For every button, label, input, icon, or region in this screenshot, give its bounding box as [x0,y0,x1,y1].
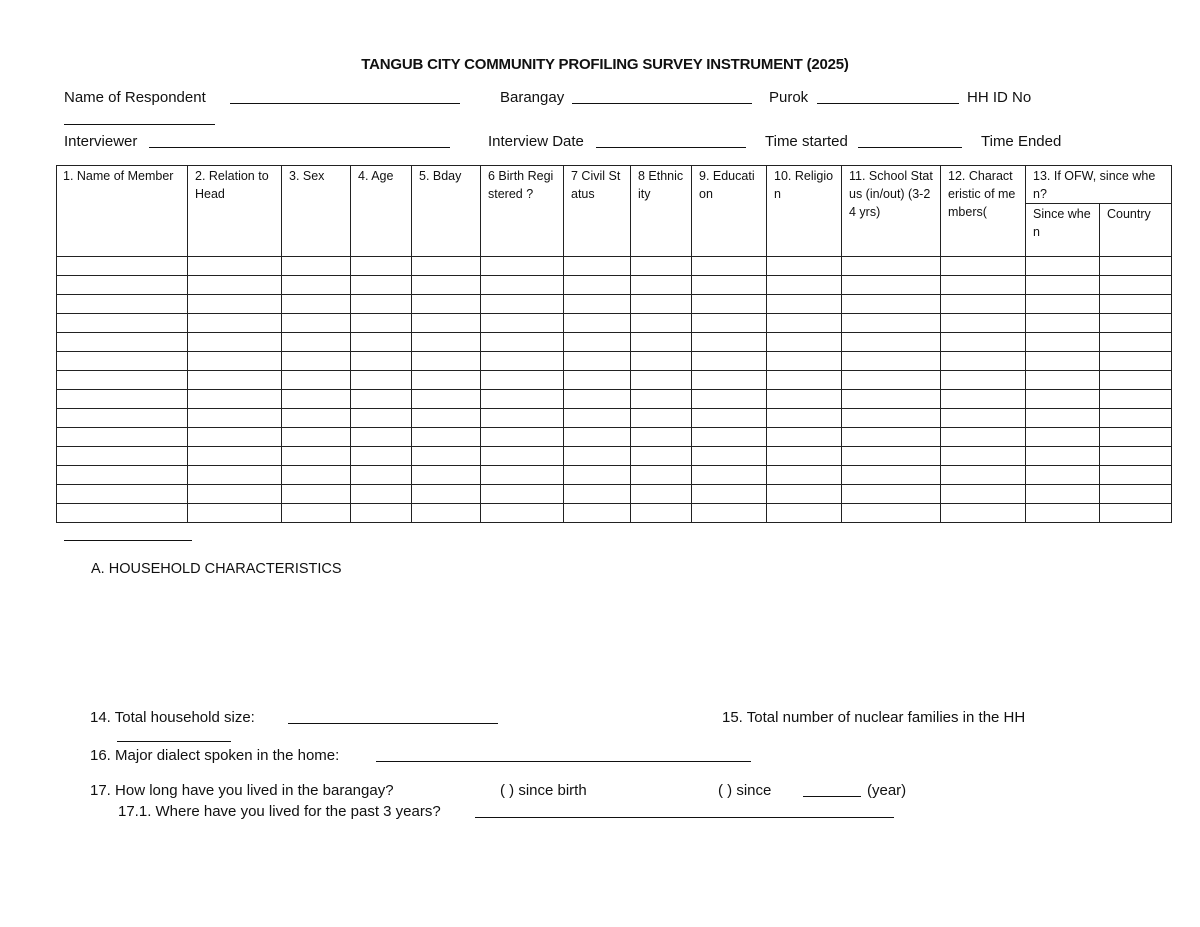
table-cell[interactable] [282,295,351,314]
table-cell[interactable] [692,466,767,485]
table-cell[interactable] [941,485,1026,504]
table-cell[interactable] [188,447,282,466]
table-row [57,390,1172,409]
table-cell[interactable] [188,257,282,276]
table-cell[interactable] [1100,428,1172,447]
table-cell[interactable] [412,352,481,371]
table-cell[interactable] [57,504,188,523]
table-cell[interactable] [481,352,564,371]
table-cell[interactable] [57,276,188,295]
table-cell[interactable] [351,504,412,523]
table-cell[interactable] [188,276,282,295]
table-cell[interactable] [282,333,351,352]
purok-field[interactable] [817,103,959,104]
table-cell[interactable] [57,485,188,504]
table-cell[interactable] [842,390,941,409]
table-cell[interactable] [351,257,412,276]
q15-label: 15. Total number of nuclear families in the HH [722,709,1026,726]
table-cell[interactable] [692,371,767,390]
table-cell[interactable] [564,371,631,390]
q17-option-since-birth[interactable]: ( ) since birth [500,782,587,799]
table-row [57,314,1172,333]
table-cell[interactable] [188,485,282,504]
table-cell[interactable] [282,257,351,276]
q17-label: 17. How long have you lived in the barangay? [90,782,394,799]
table-cell[interactable] [692,257,767,276]
table-cell[interactable] [351,447,412,466]
table-row [57,276,1172,295]
table-row [57,485,1172,504]
table-cell[interactable] [412,390,481,409]
table-row [57,352,1172,371]
table-cell[interactable] [481,428,564,447]
table-cell[interactable] [412,485,481,504]
table-cell[interactable] [767,428,842,447]
table-cell[interactable] [842,314,941,333]
barangay-label: Barangay [500,89,565,106]
table-cell[interactable] [188,295,282,314]
table-cell[interactable] [564,428,631,447]
table-cell[interactable] [631,257,692,276]
col-ethnicity: 8 Ethnicity [631,166,692,257]
table-cell[interactable] [412,276,481,295]
table-row [57,504,1172,523]
table-cell[interactable] [842,276,941,295]
table-cell[interactable] [842,371,941,390]
col-ofw-header: 13. If OFW, since when? [1026,166,1172,204]
table-cell[interactable] [767,504,842,523]
table-cell[interactable] [692,352,767,371]
table-cell[interactable] [631,333,692,352]
table-cell[interactable] [1026,276,1100,295]
table-cell[interactable] [767,390,842,409]
table-cell[interactable] [564,466,631,485]
table-cell[interactable] [1100,333,1172,352]
table-cell[interactable] [767,257,842,276]
table-cell[interactable] [941,314,1026,333]
table-cell[interactable] [481,333,564,352]
time-ended-label: Time Ended [981,133,1062,150]
time-started-field[interactable] [858,147,962,148]
table-cell[interactable] [481,504,564,523]
table-cell[interactable] [767,485,842,504]
table-cell[interactable] [282,447,351,466]
table-cell[interactable] [481,485,564,504]
table-cell[interactable] [351,352,412,371]
col-characteristic: 12. Characteristic of members( [941,166,1026,257]
table-row [57,333,1172,352]
table-cell[interactable] [564,352,631,371]
table-cell[interactable] [282,428,351,447]
table-cell[interactable] [692,390,767,409]
table-cell[interactable] [351,295,412,314]
table-cell[interactable] [412,295,481,314]
table-row [57,428,1172,447]
table-cell[interactable] [188,504,282,523]
table-cell[interactable] [1026,390,1100,409]
respondent-label: Name of Respondent [64,89,206,106]
col-age: 4. Age [351,166,412,257]
table-cell[interactable] [1100,390,1172,409]
table-cell[interactable] [1100,447,1172,466]
table-cell[interactable] [481,371,564,390]
table-cell[interactable] [282,390,351,409]
table-cell[interactable] [412,333,481,352]
table-cell[interactable] [631,352,692,371]
table-cell[interactable] [692,504,767,523]
interviewer-label: Interviewer [64,133,138,150]
table-cell[interactable] [941,352,1026,371]
table-cell[interactable] [57,428,188,447]
household-members-table [56,165,1172,523]
table-cell[interactable] [412,466,481,485]
table-cell[interactable] [282,504,351,523]
col-name-of-member: 1. Name of Member [57,166,188,257]
table-cell[interactable] [631,314,692,333]
col-birth-registered: 6 Birth Registered ? [481,166,564,257]
col-religion: 10. Religion [767,166,842,257]
table-cell[interactable] [188,314,282,333]
table-cell[interactable] [412,447,481,466]
table-cell[interactable] [351,485,412,504]
table-cell[interactable] [564,409,631,428]
table-cell[interactable] [692,409,767,428]
table-cell[interactable] [412,504,481,523]
table-cell[interactable] [1026,485,1100,504]
table-cell[interactable] [1100,276,1172,295]
table-cell[interactable] [282,371,351,390]
survey-title: TANGUB CITY COMMUNITY PROFILING SURVEY INSTRUMENT (2025) [361,56,849,73]
hhid-field[interactable] [64,124,215,125]
table-cell[interactable] [57,447,188,466]
table-cell[interactable] [842,409,941,428]
q17-year-field[interactable] [803,796,861,797]
table-cell[interactable] [282,466,351,485]
table-cell[interactable] [767,466,842,485]
table-cell[interactable] [481,447,564,466]
table-cell[interactable] [767,276,842,295]
table-cell[interactable] [564,390,631,409]
table-cell[interactable] [1100,466,1172,485]
table-cell[interactable] [842,352,941,371]
table-cell[interactable] [631,295,692,314]
q14-label: 14. Total household size: [90,709,255,726]
table-cell[interactable] [941,390,1026,409]
table-cell[interactable] [692,333,767,352]
table-cell[interactable] [692,447,767,466]
table-cell[interactable] [1100,371,1172,390]
table-cell[interactable] [692,276,767,295]
table-cell[interactable] [481,314,564,333]
table-cell[interactable] [1100,314,1172,333]
table-cell[interactable] [188,466,282,485]
col-sex: 3. Sex [282,166,351,257]
table-cell[interactable] [481,295,564,314]
barangay-field[interactable] [572,103,752,104]
q17-1-label: 17.1. Where have you lived for the past 3 years? [118,803,441,820]
table-cell[interactable] [564,504,631,523]
table-cell[interactable] [1026,352,1100,371]
table-cell[interactable] [1100,485,1172,504]
table-cell[interactable] [564,257,631,276]
table-cell[interactable] [282,314,351,333]
table-cell[interactable] [767,314,842,333]
table-cell[interactable] [188,390,282,409]
table-cell[interactable] [1100,352,1172,371]
table-cell[interactable] [351,390,412,409]
table-cell[interactable] [631,504,692,523]
table-cell[interactable] [631,447,692,466]
interview-date-label: Interview Date [488,133,584,150]
table-cell[interactable] [57,314,188,333]
table-cell[interactable] [57,295,188,314]
q16-field[interactable] [376,761,751,762]
col-school-status: 11. School Status (in/out) (3-24 yrs) [842,166,941,257]
table-cell[interactable] [842,257,941,276]
table-cell[interactable] [1100,257,1172,276]
table-cell[interactable] [282,485,351,504]
table-cell[interactable] [941,276,1026,295]
col-relation-to-head: 2. Relation to Head [188,166,282,257]
table-cell[interactable] [941,466,1026,485]
col-ofw-since-when: Since when [1026,204,1100,257]
table-cell[interactable] [564,485,631,504]
table-cell[interactable] [692,314,767,333]
table-row [57,409,1172,428]
table-row [57,371,1172,390]
table-cell[interactable] [564,314,631,333]
table-cell[interactable] [351,466,412,485]
table-cell[interactable] [842,504,941,523]
table-row [57,295,1172,314]
table-cell[interactable] [941,428,1026,447]
table-cell[interactable] [481,257,564,276]
table-cell[interactable] [57,371,188,390]
table-cell[interactable] [1026,504,1100,523]
table-cell[interactable] [767,409,842,428]
table-cell[interactable] [842,466,941,485]
table-cell[interactable] [767,447,842,466]
table-cell[interactable] [351,314,412,333]
table-cell[interactable] [842,333,941,352]
table-cell[interactable] [941,333,1026,352]
table-cell[interactable] [941,371,1026,390]
table-cell[interactable] [57,352,188,371]
table-cell[interactable] [351,409,412,428]
table-cell[interactable] [1026,428,1100,447]
table-cell[interactable] [631,428,692,447]
table-cell[interactable] [188,333,282,352]
q17-1-field[interactable] [475,817,894,818]
table-cell[interactable] [842,428,941,447]
table-cell[interactable] [351,333,412,352]
table-cell[interactable] [631,390,692,409]
table-cell[interactable] [57,257,188,276]
table-cell[interactable] [1026,314,1100,333]
table-cell[interactable] [57,409,188,428]
table-cell[interactable] [564,447,631,466]
interview-date-field[interactable] [596,147,746,148]
table-cell[interactable] [57,466,188,485]
interviewer-field[interactable] [149,147,450,148]
col-bday: 5. Bday [412,166,481,257]
table-cell[interactable] [631,276,692,295]
col-education: 9. Education [692,166,767,257]
table-cell[interactable] [631,409,692,428]
table-cell[interactable] [282,409,351,428]
table-cell[interactable] [282,276,351,295]
table-cell[interactable] [282,352,351,371]
table-cell[interactable] [351,428,412,447]
table-cell[interactable] [188,352,282,371]
table-cell[interactable] [481,466,564,485]
table-cell[interactable] [1026,371,1100,390]
table-row [57,447,1172,466]
table-cell[interactable] [1026,466,1100,485]
table-cell[interactable] [631,466,692,485]
respondent-name-field[interactable] [230,103,460,104]
table-cell[interactable] [188,371,282,390]
table-cell[interactable] [1100,504,1172,523]
table-cell[interactable] [767,371,842,390]
table-cell[interactable] [412,371,481,390]
footnote-rule [64,540,192,541]
q14-field[interactable] [288,723,498,724]
col-ofw-country: Country [1100,204,1172,257]
table-cell[interactable] [1100,409,1172,428]
q17-option-since-year[interactable]: ( ) since [718,782,772,799]
table-cell[interactable] [1026,257,1100,276]
table-cell[interactable] [1026,409,1100,428]
section-a-heading: A. HOUSEHOLD CHARACTERISTICS [91,561,342,577]
table-row [57,466,1172,485]
table-cell[interactable] [412,428,481,447]
q17-year-label: (year) [867,782,907,799]
table-cell[interactable] [631,485,692,504]
table-cell[interactable] [564,333,631,352]
table-cell[interactable] [842,485,941,504]
table-cell[interactable] [412,257,481,276]
table-cell[interactable] [842,447,941,466]
table-cell[interactable] [767,352,842,371]
table-cell[interactable] [564,276,631,295]
table-cell[interactable] [692,295,767,314]
table-cell[interactable] [941,409,1026,428]
table-cell[interactable] [188,409,282,428]
table-cell[interactable] [412,409,481,428]
table-cell[interactable] [692,485,767,504]
table-cell[interactable] [941,295,1026,314]
q15-field[interactable] [117,741,231,742]
table-cell[interactable] [1026,447,1100,466]
purok-label: Purok [769,89,809,106]
table-cell[interactable] [941,257,1026,276]
table-cell[interactable] [941,504,1026,523]
table-cell[interactable] [692,428,767,447]
time-started-label: Time started [765,133,848,150]
table-cell[interactable] [412,314,481,333]
table-cell[interactable] [188,428,282,447]
table-cell[interactable] [767,295,842,314]
col-civil-status: 7 Civil Status [564,166,631,257]
q16-label: 16. Major dialect spoken in the home: [90,747,340,764]
hhid-label: HH ID No [967,89,1032,106]
table-cell[interactable] [1026,333,1100,352]
table-cell[interactable] [57,390,188,409]
table-cell[interactable] [767,333,842,352]
table-cell[interactable] [842,295,941,314]
member-rows [57,257,1172,523]
table-cell[interactable] [564,295,631,314]
table-cell[interactable] [631,371,692,390]
table-cell[interactable] [351,371,412,390]
table-cell[interactable] [57,333,188,352]
table-cell[interactable] [481,390,564,409]
table-cell[interactable] [351,276,412,295]
table-row [57,257,1172,276]
table-cell[interactable] [481,276,564,295]
table-cell[interactable] [1100,295,1172,314]
table-cell[interactable] [1026,295,1100,314]
table-cell[interactable] [481,409,564,428]
table-cell[interactable] [941,447,1026,466]
